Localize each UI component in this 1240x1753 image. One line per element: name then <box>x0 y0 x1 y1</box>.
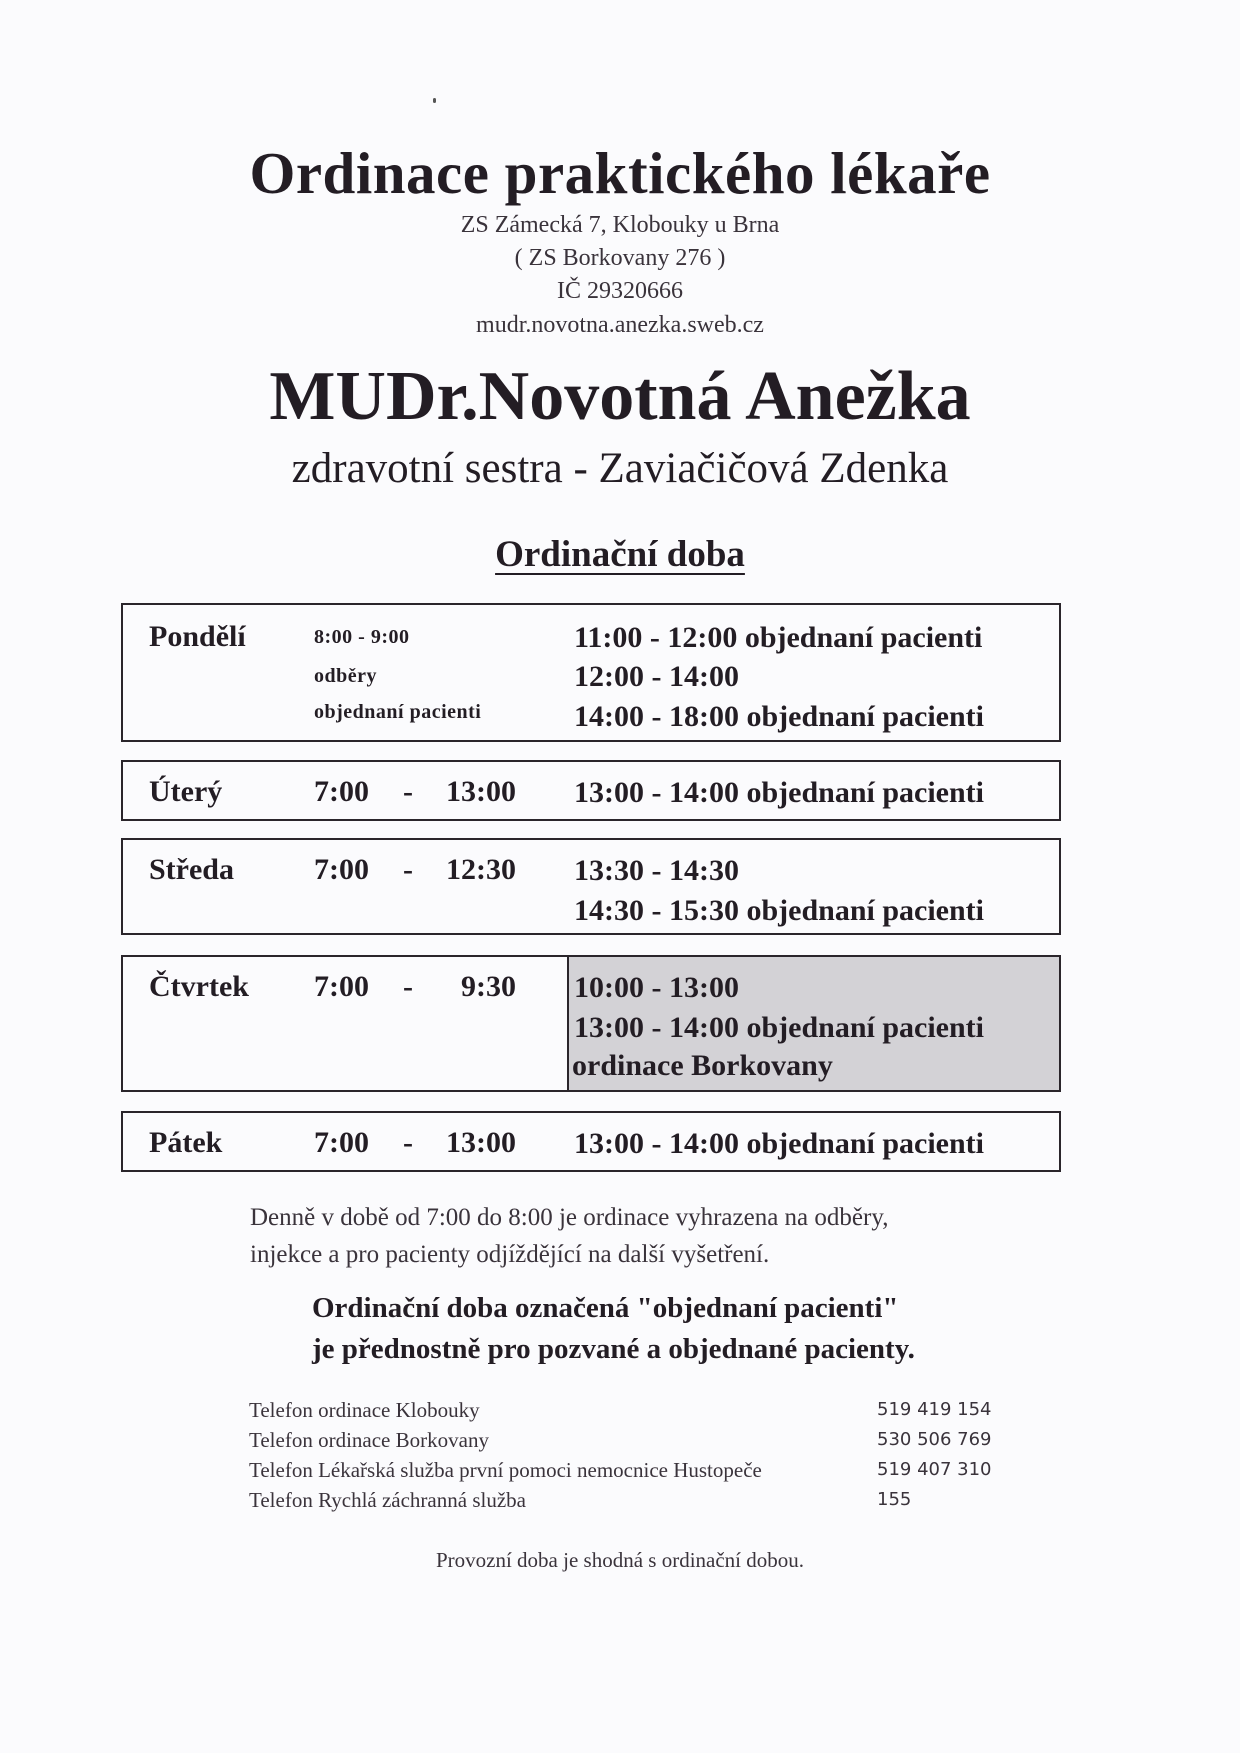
phone-row <box>249 1425 1009 1455</box>
day-label: Pátek <box>149 1126 223 1159</box>
phone-number: 519 407 310 <box>877 1459 992 1480</box>
morning-note: objednaní pacienti <box>314 701 482 723</box>
schedule-row-friday <box>121 1111 1061 1172</box>
time-dash: - <box>403 775 413 808</box>
phone-label: Telefon ordinace Borkovany <box>249 1428 489 1452</box>
morning-to: 13:00 <box>446 775 516 808</box>
afternoon-slot: 13:00 - 14:00 objednaní pacienti <box>574 1011 985 1044</box>
afternoon-slot: 13:00 - 14:00 objednaní pacienti <box>574 1127 985 1160</box>
morning-hours: 8:00 - 9:00 <box>314 626 410 648</box>
phone-label: Telefon ordinace Klobouky <box>249 1398 480 1422</box>
day-label: Pondělí <box>149 620 246 653</box>
phone-label: Telefon Lékařská služba první pomoci nemocnice Hustopeče <box>249 1458 762 1482</box>
time-dash: - <box>403 853 413 886</box>
phone-label: Telefon Rychlá záchranná služba <box>249 1488 526 1512</box>
afternoon-slot: 10:00 - 13:00 <box>574 971 739 1004</box>
schedule-row-thursday <box>121 955 1061 1092</box>
address-line: ZS Zámecká 7, Klobouky u Brna <box>460 212 780 238</box>
phone-list <box>249 1395 1009 1515</box>
schedule-row-tuesday <box>121 760 1061 821</box>
hours-heading: Ordinační doba <box>495 534 745 575</box>
time-dash: - <box>403 970 413 1003</box>
daily-note-line: injekce a pro pacienty odjíždějící na další vyšetření. <box>250 1241 770 1268</box>
afternoon-slot: 13:00 - 14:00 objednaní pacienti <box>574 776 985 809</box>
afternoon-slot: 11:00 - 12:00 objednaní pacienti <box>574 621 983 654</box>
footer-note: Provozní doba je shodná s ordinační dobou. <box>435 1548 805 1572</box>
phone-number: 530 506 769 <box>877 1429 992 1450</box>
phone-row <box>249 1485 1009 1515</box>
priority-note-line: je přednostně pro pozvané a objednané pacienty. <box>312 1333 915 1365</box>
schedule-row-wednesday <box>121 838 1061 935</box>
morning-note: odběry <box>314 665 377 687</box>
afternoon-slot: 14:30 - 15:30 objednaní pacienti <box>574 894 985 927</box>
phone-number: 155 <box>877 1489 912 1510</box>
phone-row <box>249 1395 1009 1425</box>
morning-from: 7:00 <box>314 853 369 886</box>
company-id-line: IČ 29320666 <box>557 278 683 304</box>
morning-to: 13:00 <box>446 1126 516 1159</box>
scan-speck <box>433 98 436 103</box>
afternoon-slot: 14:00 - 18:00 objednaní pacienti <box>574 700 985 733</box>
morning-from: 7:00 <box>314 775 369 808</box>
doctor-name: MUDr.Novotná Anežka <box>269 358 971 435</box>
branch-address-line: ( ZS Borkovany 276 ) <box>514 245 726 271</box>
time-dash: - <box>403 1126 413 1159</box>
website-line: mudr.novotna.anezka.sweb.cz <box>476 312 764 338</box>
branch-note: ordinace Borkovany <box>572 1049 833 1082</box>
nurse-name: zdravotní sestra - Zaviačičová Zdenka <box>291 445 949 492</box>
phone-number: 519 419 154 <box>877 1399 992 1420</box>
day-label: Středa <box>149 853 234 886</box>
day-label: Čtvrtek <box>149 970 249 1003</box>
morning-from: 7:00 <box>314 970 369 1003</box>
page-title: Ordinace praktického lékaře <box>249 140 991 206</box>
daily-note-line: Denně v době od 7:00 do 8:00 je ordinace vyhrazena na odběry, <box>250 1204 889 1231</box>
phone-row <box>249 1455 1009 1485</box>
morning-to: 12:30 <box>446 853 516 886</box>
afternoon-slot: 13:30 - 14:30 <box>574 854 739 887</box>
schedule-row-monday <box>121 603 1061 742</box>
morning-from: 7:00 <box>314 1126 369 1159</box>
day-label: Úterý <box>149 775 223 808</box>
afternoon-slot: 12:00 - 14:00 <box>574 660 739 693</box>
priority-note-line: Ordinační doba označená "objednaní pacienti" <box>312 1292 899 1324</box>
morning-to: 9:30 <box>461 970 516 1003</box>
